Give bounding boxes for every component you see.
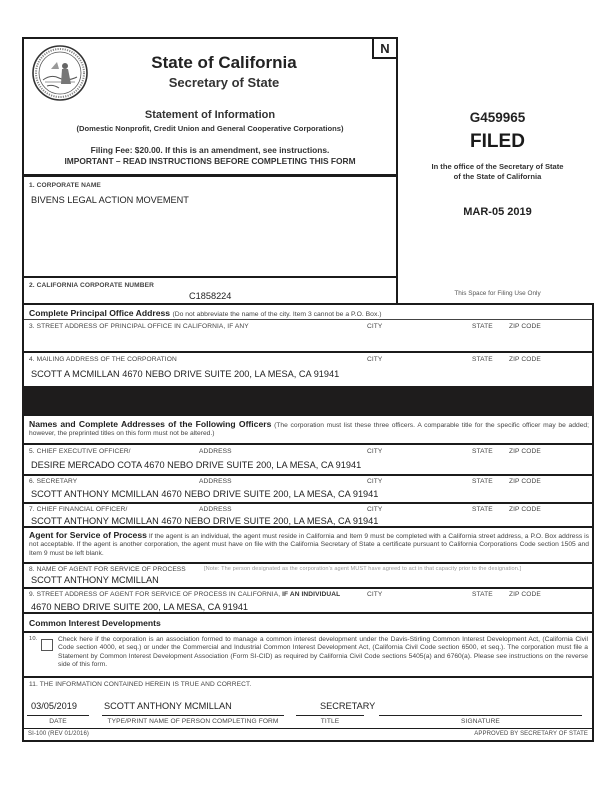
corporate-number-section: [22, 276, 398, 306]
item9-label: [29, 591, 340, 598]
header-title: State of California: [151, 53, 297, 72]
form-scope: (Domestic Nonprofit, Credit Union and General Cooperative Corporations): [76, 124, 344, 133]
officer-zip-label: ZIP CODE: [509, 478, 541, 485]
officer-title-label: 7. CHIEF FINANCIAL OFFICER/: [29, 506, 128, 513]
document-number: G459965: [469, 110, 526, 125]
officers-section: [22, 414, 594, 528]
officer-value[interactable]: DESIRE MERCADO COTA 4670 NEBO DRIVE SUITE 200, LA MESA, CA 91941: [31, 460, 362, 470]
form-code-badge: N: [372, 37, 398, 59]
name-line: [102, 715, 284, 716]
form-title: Statement of Information: [144, 109, 276, 121]
item4-value[interactable]: SCOTT A MCMILLAN 4670 NEBO DRIVE SUITE 200, LA MESA, CA 91941: [31, 369, 340, 379]
officer-state-label: STATE: [472, 478, 493, 485]
important-notice: IMPORTANT – READ INSTRUCTIONS BEFORE COMPLETING THIS FORM: [64, 156, 356, 166]
officer-state-label: STATE: [472, 506, 493, 513]
cid-text: Check here if the corporation is an association formed to manage a common interest development under the Davis-Stirling Common Interest Development Act, (California Civil Code section 4000, et seq.) or under the Commercial and Industrial Common Interest Development Act, (California Civil Code section 6500, et seq.). The corporation must file a Statement by Common Interest Development Association (Form SI-CID) as required by California Civil Code sections 5405(a) and 6760(a). Please see instructions on the reverse side of this form.: [58, 636, 588, 669]
date-caption: DATE: [49, 718, 67, 725]
officer-address-label: ADDRESS: [199, 448, 232, 455]
date-line: [27, 715, 89, 716]
officer-zip-label: ZIP CODE: [509, 448, 541, 455]
item9-label-bold: IF AN INDIVIDUAL: [282, 591, 341, 598]
filing-fee: Filing Fee: $20.00. If this is an amendment, see instructions.: [90, 145, 330, 155]
officer-state-label: STATE: [472, 448, 493, 455]
corporate-number-label: 2. CALIFORNIA CORPORATE NUMBER: [29, 282, 154, 289]
officer-value[interactable]: SCOTT ANTHONY MCMILLAN 4670 NEBO DRIVE SUITE 200, LA MESA, CA 91941: [31, 489, 379, 499]
corporate-name-label: 1. CORPORATE NAME: [29, 182, 101, 189]
agent-section: [22, 526, 594, 614]
officer-city-label: CITY: [367, 448, 383, 455]
item4-zip-label: ZIP CODE: [509, 356, 541, 363]
officer-value[interactable]: SCOTT ANTHONY MCMILLAN 4670 NEBO DRIVE SUITE 200, LA MESA, CA 91941: [31, 516, 379, 526]
item4-label: 4. MAILING ADDRESS OF THE CORPORATION: [29, 356, 177, 363]
item3-label: 3. STREET ADDRESS OF PRINCIPAL OFFICE IN CALIFORNIA, IF ANY: [29, 323, 249, 330]
filing-space-note: This Space for Filing Use Only: [454, 290, 541, 297]
cert-title-value[interactable]: SECRETARY: [320, 701, 376, 711]
officers-note: (The corporation must list these three officers. A comparable title for the specific officer may be added; however, the preprinted titles on this form must not be altered.): [29, 422, 589, 438]
officer-city-label: CITY: [367, 478, 383, 485]
item8-note: [Note: The person designated as the corporation's agent MUST have agreed to act in that capacity prior to the designation.]: [204, 566, 522, 572]
certification-section: [22, 676, 594, 730]
officer-row-secretary: [24, 475, 592, 502]
item4-state-label: STATE: [472, 356, 493, 363]
header-subtitle: Secretary of State: [168, 75, 280, 90]
officer-city-label: CITY: [367, 506, 383, 513]
filing-office-line2: of the State of California: [453, 172, 542, 181]
item8-value[interactable]: SCOTT ANTHONY MCMILLAN: [31, 575, 159, 585]
principal-office-heading: [29, 308, 382, 318]
item9-zip-label: ZIP CODE: [509, 591, 541, 598]
cert-date-value[interactable]: 03/05/2019: [31, 701, 77, 711]
item3-zip-label: ZIP CODE: [509, 323, 541, 330]
officer-address-label: ADDRESS: [199, 478, 232, 485]
item11-label: 11. THE INFORMATION CONTAINED HEREIN IS TRUE AND CORRECT.: [29, 681, 252, 688]
cert-name-value[interactable]: SCOTT ANTHONY MCMILLAN: [104, 701, 232, 711]
officers-heading: [29, 420, 589, 439]
item9-state-label: STATE: [472, 591, 493, 598]
item9-city-label: CITY: [367, 591, 383, 598]
filing-office-line1: In the office of the Secretary of State: [431, 162, 564, 171]
title-caption: TITLE: [320, 718, 340, 725]
redacted-bar: [22, 386, 594, 416]
corporate-name-value[interactable]: BIVENS LEGAL ACTION MOVEMENT: [31, 195, 189, 205]
item9-label-text: 9. STREET ADDRESS OF AGENT FOR SERVICE OF PROCESS IN CALIFORNIA,: [29, 591, 281, 598]
agent-heading-text: Agent for Service of Process: [29, 530, 147, 540]
item4-city-label: CITY: [367, 356, 383, 363]
name-caption: TYPE/PRINT NAME OF PERSON COMPLETING FORM: [107, 718, 279, 725]
agent-heading: [29, 531, 589, 558]
principal-office-note: (Do not abbreviate the name of the city. Item 3 cannot be a P.O. Box.): [172, 311, 382, 318]
officer-title-label: 5. CHIEF EXECUTIVE OFFICER/: [29, 448, 131, 455]
officer-title-label: 6. SECRETARY: [29, 478, 78, 485]
state-seal-icon: [31, 44, 89, 102]
signature-line: [379, 715, 582, 716]
item9-value[interactable]: 4670 NEBO DRIVE SUITE 200, LA MESA, CA 91941: [31, 602, 249, 612]
approval-note: APPROVED BY SECRETARY OF STATE: [474, 731, 588, 737]
signature-caption: SIGNATURE: [461, 718, 500, 725]
officers-heading-text: Names and Complete Addresses of the Following Officers: [29, 419, 272, 429]
officer-address-label: ADDRESS: [199, 506, 232, 513]
filed-status: FILED: [470, 131, 525, 152]
principal-office-section: [22, 303, 594, 388]
cid-heading: Common Interest Developments: [29, 618, 161, 628]
item3-state-label: STATE: [472, 323, 493, 330]
item8-label: 8. NAME OF AGENT FOR SERVICE OF PROCESS: [29, 566, 186, 573]
corporate-name-section: [22, 175, 398, 278]
form-revision: SI-100 (REV 01/2016): [28, 731, 90, 737]
cid-section: [22, 612, 594, 678]
agent-instructions: If the agent is an individual, the agent must reside in California and Item 9 must be completed with a California street address, a P.O. Box address is not acceptable. If the agent is another corporation, the agent must have on file with the California Secretary of State a certificate pursuant to California Corporations Code section 1505 and Item 9 must be left blank.: [29, 533, 590, 557]
filing-date: MAR-05 2019: [463, 206, 532, 218]
title-line: [296, 715, 364, 716]
officer-row-ceo: [24, 445, 592, 474]
item10-number: 10.: [29, 636, 38, 642]
principal-office-heading-text: Complete Principal Office Address: [29, 308, 171, 318]
corporate-number-value[interactable]: C1858224: [189, 291, 232, 301]
form-header: [22, 37, 398, 176]
officer-row-cfo: [24, 503, 592, 528]
item3-city-label: CITY: [367, 323, 383, 330]
form-footer: [22, 728, 594, 742]
officer-zip-label: ZIP CODE: [509, 506, 541, 513]
cid-checkbox[interactable]: [41, 639, 53, 651]
